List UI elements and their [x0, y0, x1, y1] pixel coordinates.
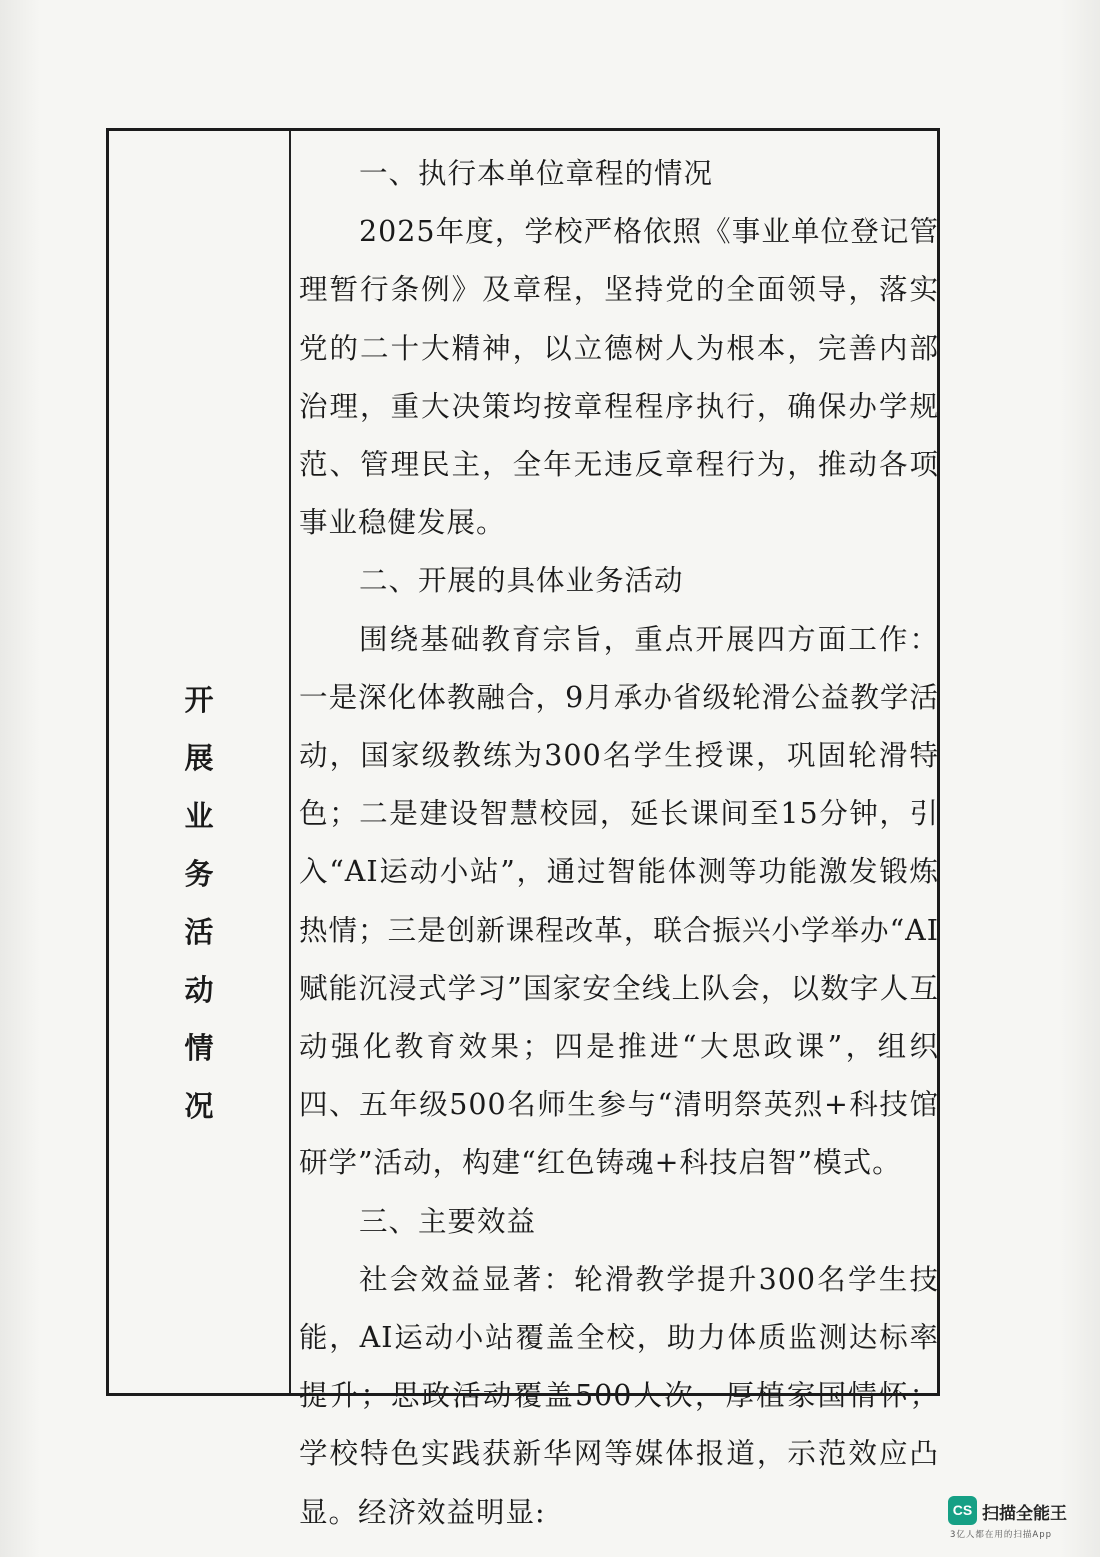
row-label-char: 动 [184, 973, 214, 1007]
watermark-tagline: 3亿人都在用的扫描App [950, 1530, 1053, 1540]
cs-logo-icon: CS [948, 1496, 977, 1525]
section-body-benefits: 社会效益显著：轮滑教学提升300名学生技能，AI运动小站覆盖全校，助力体质监测达标率提升；思政活动覆盖500人次，厚植家国情怀；学校特色实践获新华网等媒体报道，示范效应凸显。经济效益明显: [299, 1262, 939, 1529]
report-content [299, 145, 939, 1542]
watermark-name: 扫描全能王 [982, 1504, 1067, 1524]
section-body-activities: 围绕基础教育宗旨，重点开展四方面工作：一是深化体教融合，9月承办省级轮滑公益教学活动，国家级教练为300名学生授课，巩固轮滑特色；二是建设智慧校园，延长课间至15分钟，引入“AI运动小站”，通过智能体测等功能激发锻炼热情；三是创新课程改革，联合振兴小学举办“AI赋能沉浸式学习”国家安全线上队会，以数字人互动强化教育效果；四是推进“大思政课”，组织四、五年级500名师生参与“清明祭英烈+科技馆研学”活动，构建“红色铸魂+科技启智”模式。 [299, 622, 939, 1180]
row-label-char: 活 [184, 915, 214, 949]
section-heading-activities: 二、开展的具体业务活动 [359, 564, 684, 598]
section-heading-charter: 一、执行本单位章程的情况 [359, 157, 714, 190]
column-divider [289, 131, 291, 1393]
row-label-char: 业 [184, 799, 214, 833]
scanner-watermark [948, 1496, 1078, 1540]
row-label-char: 情 [184, 1031, 214, 1065]
row-label-char: 况 [184, 1089, 214, 1123]
row-label-char: 务 [184, 857, 214, 891]
report-table [106, 128, 940, 1529]
section-heading-benefits: 三、主要效益 [359, 1204, 537, 1238]
row-label [109, 671, 289, 1135]
row-label-char: 展 [184, 741, 214, 775]
row-label-char: 开 [184, 683, 214, 717]
section-body-charter: 2025年度，学校严格依照《事业单位登记管理暂行条例》及章程，坚持党的全面领导，落实党的二十大精神，以立德树人为根本，完善内部治理，重大决策均按章程程序执行，确保办学规范、管理民主，全年无违反章程行为，推动各项事业稳健发展。 [299, 215, 939, 540]
